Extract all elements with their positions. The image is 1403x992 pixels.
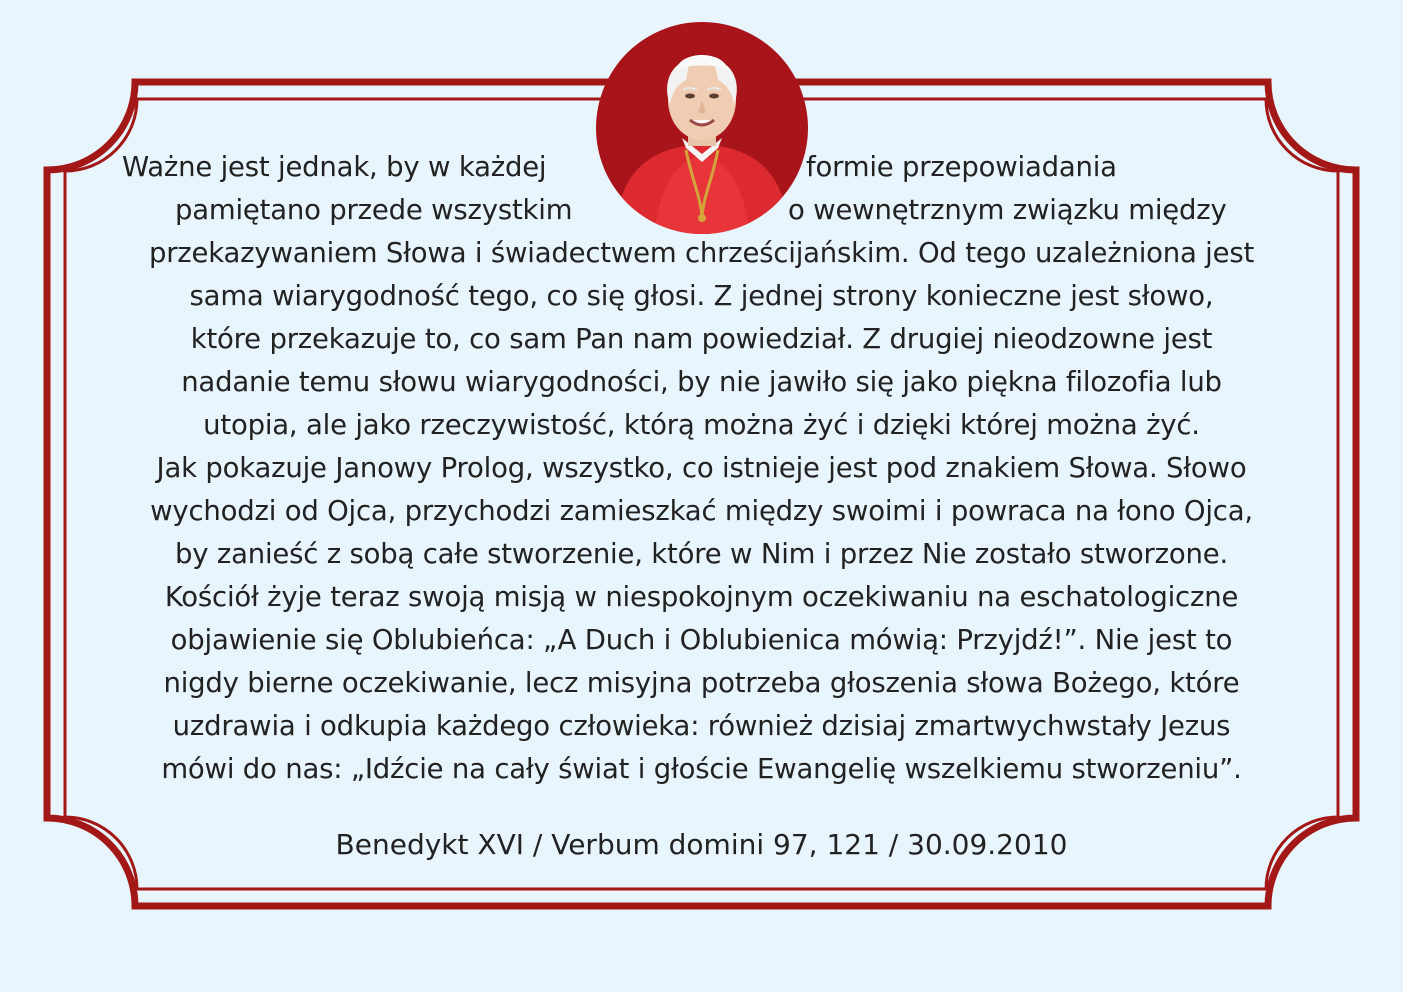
quote-line: by zanieść z sobą całe stworzenie, które w Nim i przez Nie zostało stworzone. [174, 538, 1229, 570]
quote-line-1-right: formie przepowiadania [806, 151, 1117, 183]
quote-line: przekazywaniem Słowa i świadectwem chrześcijańskim. Od tego uzależniona jest [148, 237, 1255, 269]
quote-line: utopia, ale jako rzeczywistość, którą można żyć i dzięki której można żyć. [203, 409, 1200, 441]
quote-line: Jak pokazuje Janowy Prolog, wszystko, co istnieje jest pod znakiem Słowa. Słowo [156, 452, 1247, 484]
quote-line: które przekazuje to, co sam Pan nam powiedział. Z drugiej nieodzowne jest [190, 323, 1213, 355]
quote-line: mówi do nas: „Idźcie na cały świat i głoście Ewangelię wszelkiemu stworzeniu”. [161, 753, 1242, 785]
quote-line: Kościół żyje teraz swoją misją w niespokojnym oczekiwaniu na eschatologiczne [164, 581, 1239, 613]
quote-line-1-left: Ważne jest jednak, by w każdej [122, 151, 547, 183]
quote-line: wychodzi od Ojca, przychodzi zamieszkać między swoimi i powraca na łono Ojca, [150, 495, 1253, 527]
quote-attribution: Benedykt XVI / Verbum domini 97, 121 / 30.09.2010 [335, 828, 1068, 861]
quote-line: uzdrawia i odkupia każdego człowieka: również dzisiaj zmartwychwstały Jezus [172, 710, 1231, 742]
quote-line: nigdy bierne oczekiwanie, lecz misyjna potrzeba głoszenia słowa Bożego, które [163, 667, 1240, 699]
quote-line: sama wiarygodność tego, co się głosi. Z jednej strony konieczne jest słowo, [189, 280, 1214, 312]
quote-line: objawienie się Oblubieńca: „A Duch i Oblubienica mówią: Przyjdź!”. Nie jest to [170, 624, 1233, 656]
quote-line-2-left: pamiętano przede wszystkim [175, 194, 573, 226]
portrait-medallion [594, 20, 810, 236]
quote-line-2-right: o wewnętrznym związku między [788, 194, 1227, 226]
quote-line: nadanie temu słowu wiarygodności, by nie jawiło się jako piękna filozofia lub [181, 366, 1222, 398]
